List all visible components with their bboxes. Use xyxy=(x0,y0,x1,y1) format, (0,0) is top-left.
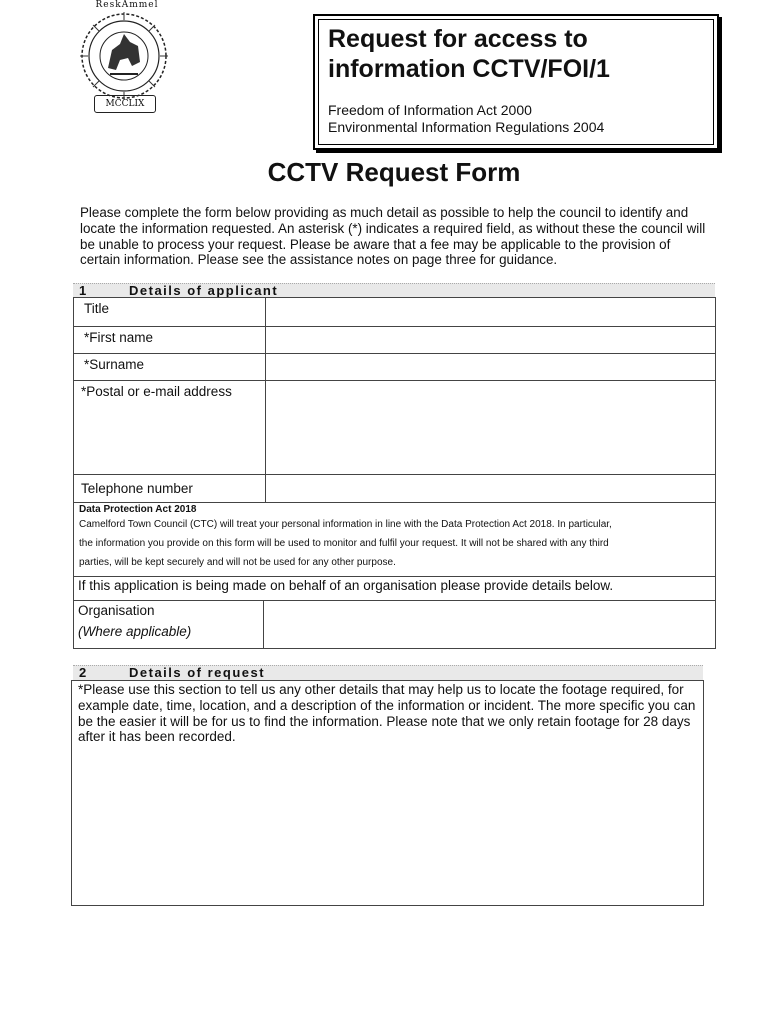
telephone-field[interactable] xyxy=(265,475,715,503)
data-protection-text: Camelford Town Council (CTC) will treat your personal information in line with the Data Protection Act 2018. In particular, the information you provide on this form will be used to monitor and fulfil your request. It will not be shared with any third parties, will be kept securely and will not be used for any other purpose. xyxy=(79,519,612,568)
data-protection-notice xyxy=(73,500,716,577)
organisation-label: Organisation xyxy=(78,603,155,618)
request-details-box[interactable] xyxy=(71,680,704,906)
title-field[interactable] xyxy=(265,298,715,327)
title-label: Title xyxy=(74,298,266,327)
data-protection-title: Data Protection Act 2018 xyxy=(79,504,197,515)
surname-label: *Surname xyxy=(74,354,266,381)
organisation-note: (Where applicable) xyxy=(78,624,192,639)
applicant-details-table xyxy=(73,297,716,503)
intro-paragraph: Please complete the form below providing as much detail as possible to help the council to identify and locate the information requested. An asterisk (*) indicates a required field, as without these the council will be unable to process your request. Please be aware that a fee may be applicable to the provision of certain information. Please see the assistance notes on page three for guidance. xyxy=(80,205,706,268)
address-field[interactable] xyxy=(265,381,715,475)
organisation-field[interactable] xyxy=(263,601,715,649)
telephone-label: Telephone number xyxy=(74,475,266,503)
request-details-instructions: *Please use this section to tell us any other details that may help us to locate the footage required, for example date, time, location, and a description of the information or incident. The more specific you can be the easier it will be for us to find the information. Please note that we only retain footage for 28 days after it has been recorded. xyxy=(78,682,696,745)
first-name-field[interactable] xyxy=(265,327,715,354)
organisation-table xyxy=(73,600,716,649)
first-name-label: *First name xyxy=(74,327,266,354)
organisation-label-cell xyxy=(74,601,264,649)
header-subtitle: Freedom of Information Act 2000 Environmental Information Regulations 2004 xyxy=(328,102,605,135)
header-title: Request for access to information CCTV/FOI/1 xyxy=(328,25,610,83)
section-2-header: 2 Details of request xyxy=(73,665,703,680)
organisation-instruction: If this application is being made on behalf of an organisation please provide details below. xyxy=(73,576,716,601)
address-label: *Postal or e-mail address xyxy=(74,381,266,475)
crest-motto: ReskAmmel xyxy=(95,0,159,10)
form-title: CCTV Request Form xyxy=(267,157,521,187)
council-crest-logo xyxy=(72,0,182,120)
section-1-header: 1 Details of applicant xyxy=(73,283,715,298)
surname-field[interactable] xyxy=(265,354,715,381)
crest-year: MCCLIX xyxy=(94,95,156,113)
header-box xyxy=(313,14,719,150)
